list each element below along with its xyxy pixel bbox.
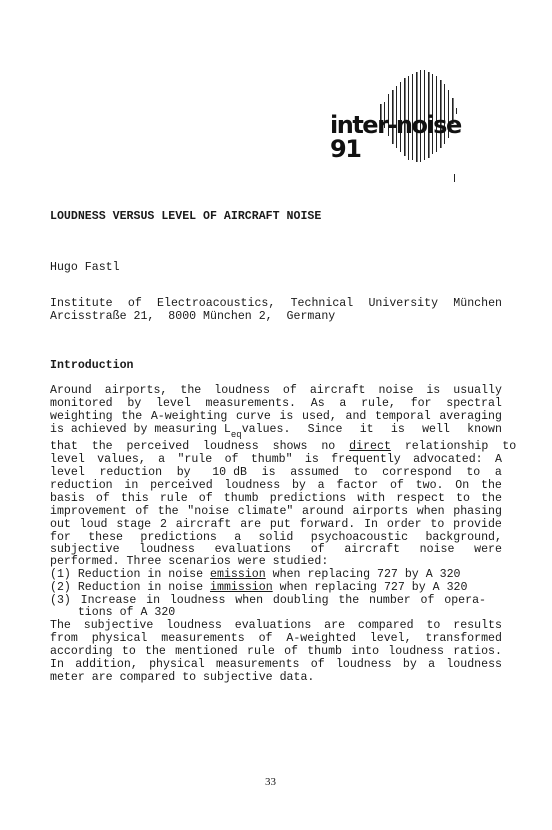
word: are (324, 619, 346, 632)
word: loudness (335, 658, 392, 671)
word: of (284, 645, 298, 658)
word: well (422, 423, 450, 436)
word: evaluations (214, 543, 292, 556)
word: number (369, 594, 411, 607)
word: thumb (223, 492, 259, 505)
word: evaluations (234, 619, 312, 632)
word: is (426, 384, 441, 397)
word: loudness (224, 479, 281, 492)
word: "noise (187, 505, 230, 518)
page-number: 33 (265, 776, 276, 788)
body-line-4 (50, 423, 502, 440)
emphasis-emission: emission (210, 568, 266, 581)
word: by (291, 479, 306, 492)
body-line-2 (50, 398, 502, 410)
body-line-11 (50, 519, 502, 531)
word: level (50, 453, 85, 466)
word: "rule (177, 453, 213, 466)
word: noise (419, 543, 455, 556)
word: Increase (80, 594, 137, 607)
word: subjective (83, 619, 154, 632)
word: physical (149, 658, 205, 671)
word: level, (369, 632, 412, 645)
word: factor (336, 479, 379, 492)
word: a (428, 658, 436, 671)
body-line-10 (50, 506, 502, 518)
word: Around (50, 384, 92, 397)
word: and (345, 410, 367, 423)
paper-title: LOUDNESS VERSUS LEVEL OF AIRCRAFT NOISE (50, 210, 322, 223)
body-line-22 (50, 659, 502, 671)
word: A-weighting (150, 410, 228, 423)
word: loudness (446, 658, 502, 671)
word: of (198, 492, 213, 505)
section-heading: Introduction (50, 359, 134, 372)
word: of (310, 543, 325, 556)
word: are (240, 518, 262, 531)
emphasis-direct: direct (349, 440, 391, 453)
word: addition, (75, 658, 138, 671)
word: of (95, 492, 110, 505)
word: is (390, 423, 405, 436)
word: thumb" (250, 453, 293, 466)
word: of (258, 632, 273, 645)
word: the (121, 410, 143, 423)
word: The (50, 619, 71, 632)
word: ratios. (453, 645, 502, 658)
word: curve (236, 410, 271, 423)
word: is (279, 410, 294, 423)
word: level (156, 397, 191, 410)
affiliation-line-2: Arcisstraße 21, 8000 München 2, Germany (50, 310, 336, 323)
word: loudness (169, 594, 226, 607)
word: temporal (375, 410, 431, 423)
word: 2 (159, 518, 167, 531)
word: these (88, 531, 124, 544)
word: a (317, 479, 325, 492)
word: of (224, 453, 239, 466)
word: the (481, 492, 502, 505)
body-line-5: that the perceived loudness shows no direct relationship to (50, 440, 517, 453)
word: correspond (382, 466, 452, 479)
emphasis-immission: immission (210, 581, 273, 594)
word: 10 dB (205, 466, 248, 479)
word: of (127, 297, 142, 310)
logo-mark (454, 174, 455, 182)
scenario-2: (2) Reduction in noise immission when replacing 727 by A 320 (50, 581, 468, 594)
word: forward. (299, 518, 356, 531)
word: values. (241, 423, 291, 436)
word: frequently (331, 453, 401, 466)
word: this (120, 492, 149, 505)
word: averaging (439, 410, 502, 423)
word: to (456, 492, 470, 505)
word: by (402, 658, 417, 671)
word: when (416, 505, 445, 518)
word: loudness (166, 619, 222, 632)
word: monitored (50, 397, 113, 410)
word: from (50, 632, 78, 645)
word: values, (97, 453, 146, 466)
word: basis (50, 492, 85, 505)
word: solid (258, 531, 294, 544)
word: is (261, 466, 276, 479)
word: in (146, 594, 161, 607)
body-line-4-end (242, 424, 502, 436)
word: is (304, 453, 319, 466)
word: rule, (361, 397, 396, 410)
word: the (338, 594, 360, 607)
word: measurements (161, 632, 245, 645)
word: measurements. (205, 397, 296, 410)
word: to (430, 518, 445, 531)
word: spectral (446, 397, 502, 410)
word: psychoacoustic (310, 531, 409, 544)
word: to (121, 645, 136, 658)
word: mentioned (175, 645, 238, 658)
word: reduction (99, 466, 163, 479)
word: with (357, 492, 386, 505)
word: physical (91, 632, 148, 645)
word: the (180, 384, 202, 397)
word: by (127, 397, 142, 410)
word: advocated: (413, 453, 483, 466)
scenario-1: (1) Reduction in noise emission when replacing 727 by A 320 (50, 568, 461, 581)
word: for (50, 531, 71, 544)
word: level (50, 466, 85, 479)
word: A (494, 453, 502, 466)
word: loudness (388, 645, 444, 658)
word: into (351, 645, 380, 658)
word: climate" (237, 505, 294, 518)
word: background, (425, 531, 502, 544)
word: As (310, 397, 325, 410)
word: the (157, 505, 179, 518)
word: a (339, 397, 347, 410)
word: weighting (50, 410, 113, 423)
conference-logo (326, 64, 476, 186)
word: improvement (50, 505, 127, 518)
word: predictions (269, 492, 347, 505)
word: perceived (150, 479, 213, 492)
word: it (359, 423, 374, 436)
word: Electroacoustics, (157, 297, 276, 310)
word: rule (246, 645, 275, 658)
word: a (494, 466, 502, 479)
word: rule (159, 492, 188, 505)
word: for (410, 397, 432, 410)
body-line-4-start: is achieved by measuring $L_{eq}$ (50, 423, 242, 440)
word: order (386, 518, 422, 531)
word: usually (453, 384, 502, 397)
body-line-21 (50, 646, 502, 658)
word: loudness (214, 384, 270, 397)
word: to (466, 466, 481, 479)
word: to (426, 619, 441, 632)
word: of (135, 505, 150, 518)
word: opera- (444, 594, 486, 607)
word: airports (352, 505, 409, 518)
word: Technical (290, 297, 354, 310)
word: transformed (425, 632, 502, 645)
word: On (455, 479, 470, 492)
word: two. (415, 479, 444, 492)
word: respect (396, 492, 445, 505)
word: in (124, 479, 139, 492)
word: München (453, 297, 502, 310)
word: loudness (139, 543, 195, 556)
word: (3) (50, 594, 71, 607)
word: to (353, 466, 368, 479)
body-line-9 (50, 493, 502, 505)
word: of (310, 658, 325, 671)
word: known (467, 423, 502, 436)
word: results (453, 619, 502, 632)
body-line-19 (50, 620, 502, 632)
word: noise (378, 384, 414, 397)
word: thumb (307, 645, 343, 658)
scenario-3-cont: tions of A 320 (50, 606, 176, 619)
body-line-14: performed. Three scenarios were studied: (50, 555, 329, 568)
word: by (176, 466, 191, 479)
word: the (145, 645, 166, 658)
affiliation-line-1 (50, 298, 502, 310)
body-line-23: meter are compared to subjective data. (50, 671, 315, 684)
word: out (50, 518, 71, 531)
word: aircraft (344, 543, 400, 556)
body-line-3 (50, 411, 502, 423)
word: compared (357, 619, 414, 632)
body-line-8 (50, 480, 502, 492)
word: around (302, 505, 344, 518)
word: when (235, 594, 264, 607)
word: predictions (140, 531, 217, 544)
word: reduction (50, 479, 113, 492)
word: In (364, 518, 378, 531)
word: assumed (290, 466, 339, 479)
word: airports, (104, 384, 168, 397)
word: In (50, 658, 64, 671)
word: used, (302, 410, 337, 423)
word: put (269, 518, 291, 531)
word: a (158, 453, 166, 466)
word: aircraft (309, 384, 366, 397)
word: A-weighted (286, 632, 356, 645)
word: of (282, 384, 297, 397)
word: Since (307, 423, 343, 436)
word: the (480, 479, 502, 492)
word: a (234, 531, 242, 544)
word: phasing (453, 505, 502, 518)
word: subjective (50, 543, 120, 556)
logo-text: inter-noise 91 (330, 111, 461, 163)
word: loud (79, 518, 108, 531)
word: doubling (272, 594, 329, 607)
word: according (50, 645, 113, 658)
word: of (389, 479, 404, 492)
body-line-1 (50, 385, 502, 397)
word: were (474, 543, 502, 556)
author-name: Hugo Fastl (50, 261, 120, 274)
word: aircraft (175, 518, 232, 531)
word: Institute (50, 297, 113, 310)
word: measurements (216, 658, 300, 671)
body-line-20 (50, 633, 502, 645)
word: stage (116, 518, 152, 531)
word: of (420, 594, 435, 607)
word: University (368, 297, 439, 310)
word: provide (453, 518, 502, 531)
body-line-7 (50, 467, 502, 479)
body-line-6 (50, 454, 502, 466)
